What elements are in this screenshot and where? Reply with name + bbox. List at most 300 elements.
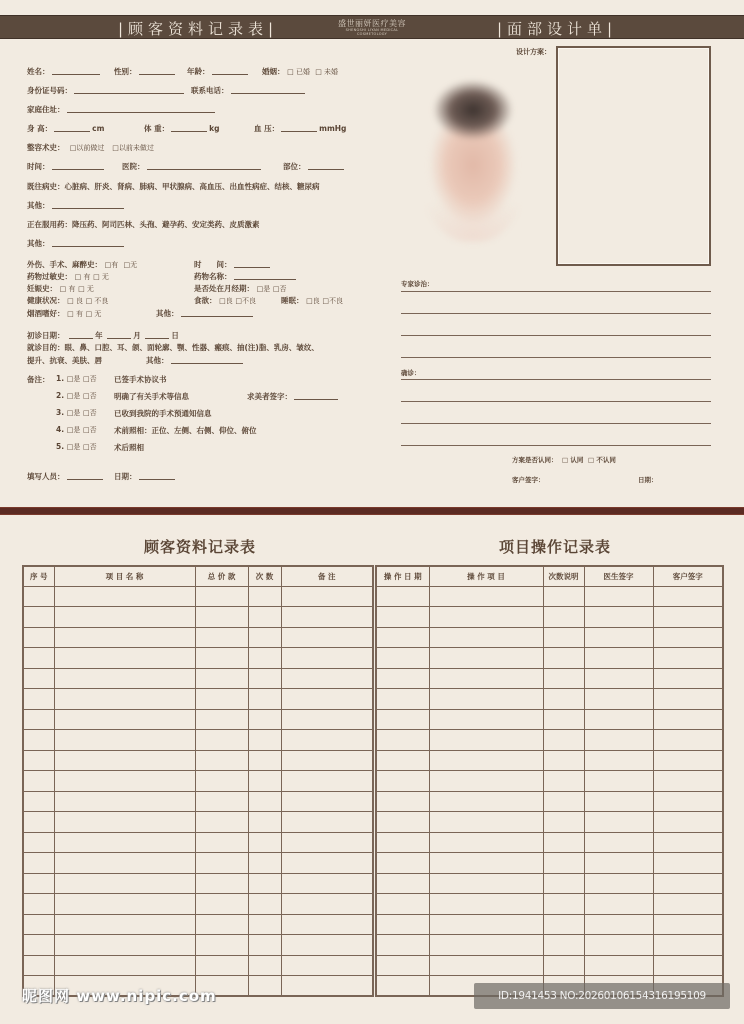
table-row	[23, 709, 373, 730]
table-cell[interactable]	[376, 771, 429, 792]
table-cell[interactable]	[281, 771, 373, 792]
table-cell[interactable]	[584, 627, 653, 648]
diagnosis-label: 确诊：	[401, 369, 421, 377]
table-cell[interactable]	[543, 914, 584, 935]
table-cell[interactable]	[23, 812, 54, 833]
table-cell[interactable]	[281, 689, 373, 710]
appetite-bad-checkbox[interactable]: □不良	[235, 297, 256, 305]
visit-purpose: 就诊目的：眼、鼻、口腔、耳、颌、面轮廓、颚、性器、瘢痕、抽(注)脂、乳房、皱纹、	[27, 343, 319, 352]
table-cell[interactable]	[429, 648, 543, 669]
expert-line-3[interactable]	[401, 335, 711, 336]
table-cell[interactable]	[248, 668, 281, 689]
table-cell[interactable]	[195, 853, 248, 874]
table-cell[interactable]	[429, 689, 543, 710]
table-cell[interactable]	[376, 648, 429, 669]
table-cell[interactable]	[653, 627, 723, 648]
table-cell[interactable]	[195, 914, 248, 935]
table-cell[interactable]	[584, 935, 653, 956]
table-cell[interactable]	[584, 832, 653, 853]
note-text-1: 已签手术协议书	[114, 375, 167, 384]
table-cell[interactable]	[281, 730, 373, 751]
note-no-checkbox[interactable]: □否	[82, 392, 97, 400]
table-cell[interactable]	[584, 812, 653, 833]
table-cell[interactable]	[376, 853, 429, 874]
marriage-field	[262, 66, 338, 77]
table-cell[interactable]	[23, 955, 54, 976]
note-number: 3.	[56, 408, 65, 417]
table-cell[interactable]	[54, 853, 195, 874]
expert-line-4[interactable]	[401, 357, 711, 358]
table-cell[interactable]	[54, 709, 195, 730]
gender-label: 性别：	[114, 67, 137, 76]
table-cell[interactable]	[54, 894, 195, 915]
table-cell[interactable]	[54, 812, 195, 833]
table-row	[376, 627, 723, 648]
table-cell[interactable]	[653, 935, 723, 956]
table-cell[interactable]	[429, 914, 543, 935]
height-unit: cm	[92, 124, 105, 133]
other-field-1[interactable]	[27, 200, 126, 211]
approval-field	[512, 455, 616, 464]
table-cell[interactable]	[376, 791, 429, 812]
table-cell[interactable]	[23, 668, 54, 689]
table-cell[interactable]	[429, 853, 543, 874]
table-cell[interactable]	[543, 586, 584, 607]
table-cell[interactable]	[281, 750, 373, 771]
signer-field[interactable]	[247, 391, 340, 402]
table-cell[interactable]	[376, 668, 429, 689]
site-field[interactable]	[283, 161, 346, 172]
table-cell[interactable]	[653, 607, 723, 628]
pregnancy-yes-checkbox[interactable]: □ 有	[59, 285, 76, 293]
table-cell[interactable]	[653, 586, 723, 607]
table-cell[interactable]	[584, 607, 653, 628]
table-cell[interactable]	[543, 607, 584, 628]
table-cell[interactable]	[248, 935, 281, 956]
table-cell[interactable]	[54, 873, 195, 894]
table-cell[interactable]	[376, 955, 429, 976]
table-cell[interactable]	[584, 648, 653, 669]
table-cell[interactable]	[653, 914, 723, 935]
table-cell[interactable]	[429, 730, 543, 751]
table-cell[interactable]	[281, 668, 373, 689]
smoke-no-checkbox[interactable]: □ 无	[85, 310, 102, 318]
table-cell[interactable]	[584, 668, 653, 689]
table-cell[interactable]	[376, 976, 429, 997]
note-no-checkbox[interactable]: □否	[82, 375, 97, 383]
table-cell[interactable]	[429, 586, 543, 607]
table-cell[interactable]	[429, 607, 543, 628]
table-cell[interactable]	[54, 791, 195, 812]
table-cell[interactable]	[543, 955, 584, 976]
table-cell[interactable]	[54, 668, 195, 689]
table-cell[interactable]	[281, 791, 373, 812]
table-cell[interactable]	[543, 935, 584, 956]
table-cell[interactable]	[248, 648, 281, 669]
table-cell[interactable]	[376, 832, 429, 853]
table-cell[interactable]	[195, 812, 248, 833]
diagnosis-line-1[interactable]	[401, 379, 711, 380]
table-cell[interactable]	[376, 873, 429, 894]
table-cell[interactable]	[653, 771, 723, 792]
table-cell[interactable]	[584, 730, 653, 751]
table-cell[interactable]	[584, 791, 653, 812]
menstrual-no-checkbox[interactable]: □否	[272, 285, 287, 293]
table-cell[interactable]	[281, 648, 373, 669]
note-yes-checkbox[interactable]: □是	[66, 426, 81, 434]
table-cell[interactable]	[248, 689, 281, 710]
table-row	[376, 873, 723, 894]
table-cell[interactable]	[653, 791, 723, 812]
table-cell[interactable]	[543, 873, 584, 894]
note-yes-checkbox[interactable]: □是	[66, 392, 81, 400]
table-row	[376, 668, 723, 689]
logo-text: 盛世丽妍医疗美容	[338, 19, 406, 28]
table-cell[interactable]	[23, 853, 54, 874]
table-cell[interactable]	[248, 976, 281, 997]
table-cell[interactable]	[54, 771, 195, 792]
table-cell[interactable]	[248, 894, 281, 915]
client-sign-label[interactable]: 客户签字：	[512, 476, 545, 484]
table-cell[interactable]	[281, 955, 373, 976]
col-header: 客户签字	[653, 566, 723, 586]
height-field[interactable]	[27, 123, 104, 134]
drug-name-field[interactable]	[194, 271, 298, 282]
first-visit-date[interactable]	[27, 330, 179, 341]
table-cell[interactable]	[429, 832, 543, 853]
health-label: 健康状况：	[27, 296, 65, 305]
table-cell[interactable]	[429, 791, 543, 812]
table-cell[interactable]	[429, 894, 543, 915]
col-header: 项 目 名 称	[54, 566, 195, 586]
table-cell[interactable]	[248, 709, 281, 730]
table-cell[interactable]	[23, 730, 54, 751]
not-done-before-checkbox[interactable]: □以前未做过	[112, 144, 154, 152]
table-cell[interactable]	[653, 689, 723, 710]
allergy-yes-checkbox[interactable]: □ 有	[74, 273, 91, 281]
table-cell[interactable]	[543, 730, 584, 751]
table-cell[interactable]	[543, 750, 584, 771]
table-cell[interactable]	[54, 586, 195, 607]
table-cell[interactable]	[376, 935, 429, 956]
menstrual-field	[194, 283, 287, 294]
table-cell[interactable]	[376, 689, 429, 710]
table-cell[interactable]	[543, 771, 584, 792]
table-cell[interactable]	[376, 894, 429, 915]
table-cell[interactable]	[195, 771, 248, 792]
note-no-checkbox[interactable]: □否	[82, 426, 97, 434]
table-cell[interactable]	[23, 873, 54, 894]
table-cell[interactable]	[23, 771, 54, 792]
col-header: 次 数	[248, 566, 281, 586]
table-cell[interactable]	[23, 586, 54, 607]
table-cell[interactable]	[195, 586, 248, 607]
table-cell[interactable]	[281, 586, 373, 607]
table-cell[interactable]	[584, 771, 653, 792]
table-row	[376, 914, 723, 935]
table-cell[interactable]	[23, 914, 54, 935]
address-field[interactable]	[27, 104, 217, 115]
brand-logo	[332, 20, 412, 36]
table-cell[interactable]	[248, 627, 281, 648]
table-cell[interactable]	[195, 935, 248, 956]
name-field[interactable]	[27, 66, 102, 77]
table-cell[interactable]	[195, 832, 248, 853]
table-cell[interactable]	[653, 709, 723, 730]
table-cell[interactable]	[23, 709, 54, 730]
table-cell[interactable]	[23, 750, 54, 771]
table-cell[interactable]	[376, 730, 429, 751]
table-cell[interactable]	[54, 832, 195, 853]
table-cell[interactable]	[281, 853, 373, 874]
table-cell[interactable]	[248, 586, 281, 607]
table-cell[interactable]	[248, 832, 281, 853]
table-cell[interactable]	[195, 894, 248, 915]
health-good-checkbox[interactable]: □ 良	[67, 297, 83, 305]
note-yes-checkbox[interactable]: □是	[66, 443, 81, 451]
table-cell[interactable]	[376, 914, 429, 935]
filler-field[interactable]	[27, 471, 105, 482]
table-cell[interactable]	[584, 955, 653, 976]
table-cell[interactable]	[23, 648, 54, 669]
table-cell[interactable]	[281, 873, 373, 894]
table-cell[interactable]	[248, 750, 281, 771]
table-cell[interactable]	[376, 607, 429, 628]
table-cell[interactable]	[653, 832, 723, 853]
time-field[interactable]	[27, 161, 106, 172]
hospital-field[interactable]	[122, 161, 263, 172]
table-cell[interactable]	[376, 627, 429, 648]
table-cell[interactable]	[195, 955, 248, 976]
table-cell[interactable]	[429, 709, 543, 730]
table-cell[interactable]	[195, 668, 248, 689]
fill-date-field[interactable]	[114, 471, 177, 482]
other-field-3[interactable]	[156, 308, 255, 319]
table-cell[interactable]	[248, 873, 281, 894]
table-cell[interactable]	[429, 668, 543, 689]
menstrual-yes-checkbox[interactable]: □是	[256, 285, 271, 293]
table-cell[interactable]	[543, 832, 584, 853]
table-cell[interactable]	[543, 648, 584, 669]
table-cell[interactable]	[281, 894, 373, 915]
table-cell[interactable]	[429, 627, 543, 648]
table-cell[interactable]	[584, 873, 653, 894]
table-cell[interactable]	[281, 935, 373, 956]
gender-field[interactable]	[114, 66, 177, 77]
table-cell[interactable]	[195, 607, 248, 628]
table-row	[376, 894, 723, 915]
table-cell[interactable]	[543, 791, 584, 812]
table-cell[interactable]	[653, 853, 723, 874]
section-divider	[0, 507, 744, 515]
diagnosis-line-4[interactable]	[401, 445, 711, 446]
table-cell[interactable]	[281, 627, 373, 648]
table-cell[interactable]	[429, 873, 543, 894]
note-text-3: 已收到我院的手术预通知信息	[114, 409, 212, 418]
note-item-2	[56, 391, 97, 401]
table-cell[interactable]	[23, 689, 54, 710]
table-cell[interactable]	[653, 730, 723, 751]
other-field-4[interactable]	[146, 355, 245, 366]
design-date-label[interactable]: 日期：	[638, 476, 658, 484]
bp-unit: mmHg	[319, 124, 347, 133]
expert-line-1[interactable]	[401, 291, 711, 292]
note-yes-checkbox[interactable]: □是	[66, 409, 81, 417]
table-row	[376, 648, 723, 669]
table-cell[interactable]	[54, 935, 195, 956]
col-header: 序 号	[23, 566, 54, 586]
table-cell[interactable]	[248, 914, 281, 935]
table-cell[interactable]	[429, 935, 543, 956]
table-cell[interactable]	[429, 750, 543, 771]
table-cell[interactable]	[543, 894, 584, 915]
table-cell[interactable]	[195, 689, 248, 710]
table-cell[interactable]	[195, 648, 248, 669]
table-cell[interactable]	[376, 709, 429, 730]
phone-field[interactable]	[191, 85, 307, 96]
table-cell[interactable]	[54, 730, 195, 751]
table-cell[interactable]	[54, 648, 195, 669]
table-cell[interactable]	[429, 955, 543, 976]
disapprove-checkbox[interactable]: □ 不认同	[587, 456, 616, 464]
table-cell[interactable]	[248, 607, 281, 628]
table-cell[interactable]	[23, 607, 54, 628]
table-cell[interactable]	[248, 955, 281, 976]
allergy-no-checkbox[interactable]: □ 无	[93, 273, 109, 281]
diagnosis-line-3[interactable]	[401, 423, 711, 424]
trauma-yes-checkbox[interactable]: □有	[104, 261, 119, 269]
table-cell[interactable]	[653, 812, 723, 833]
blood-pressure-field[interactable]	[254, 123, 346, 134]
table-cell[interactable]	[429, 812, 543, 833]
table-cell[interactable]	[281, 812, 373, 833]
expert-line-2[interactable]	[401, 313, 711, 314]
trauma-time-field[interactable]	[194, 259, 272, 270]
design-plan-box[interactable]	[556, 46, 711, 266]
table-cell[interactable]	[195, 627, 248, 648]
table-cell[interactable]	[376, 812, 429, 833]
table-cell[interactable]	[653, 750, 723, 771]
table-row	[23, 894, 373, 915]
table-cell[interactable]	[248, 771, 281, 792]
table-cell[interactable]	[281, 709, 373, 730]
table-cell[interactable]	[54, 914, 195, 935]
table-cell[interactable]	[248, 791, 281, 812]
allergy-history	[27, 271, 109, 282]
table-cell[interactable]	[584, 914, 653, 935]
trauma-no-checkbox[interactable]: □无	[123, 261, 138, 269]
table-cell[interactable]	[543, 689, 584, 710]
table-cell[interactable]	[54, 750, 195, 771]
table-cell[interactable]	[653, 668, 723, 689]
table-cell[interactable]	[248, 730, 281, 751]
table-cell[interactable]	[23, 935, 54, 956]
table-cell[interactable]	[281, 607, 373, 628]
table-cell[interactable]	[584, 586, 653, 607]
table-cell[interactable]	[195, 709, 248, 730]
age-field[interactable]	[187, 66, 250, 77]
note-no-checkbox[interactable]: □否	[82, 409, 97, 417]
table-cell[interactable]	[54, 689, 195, 710]
table-cell[interactable]	[23, 627, 54, 648]
married-checkbox[interactable]: □ 已婚	[287, 68, 310, 76]
hospital-label: 医院：	[122, 162, 145, 171]
table-cell[interactable]	[195, 750, 248, 771]
table-cell[interactable]	[543, 853, 584, 874]
sleep-bad-checkbox[interactable]: □不良	[322, 297, 343, 305]
weight-field[interactable]	[144, 123, 219, 134]
table-row	[23, 648, 373, 669]
table-cell[interactable]	[281, 914, 373, 935]
col-header: 医生签字	[584, 566, 653, 586]
table-cell[interactable]	[584, 689, 653, 710]
note-no-checkbox[interactable]: □否	[82, 443, 97, 451]
header-band	[0, 15, 744, 39]
table-cell[interactable]	[543, 668, 584, 689]
id-number-field[interactable]	[27, 85, 186, 96]
id-number-label: 身份证号码：	[27, 86, 72, 95]
table-cell[interactable]	[584, 750, 653, 771]
table-cell[interactable]	[195, 791, 248, 812]
table-cell[interactable]	[653, 955, 723, 976]
done-before-checkbox[interactable]: □以前做过	[69, 144, 105, 152]
table-cell[interactable]	[543, 709, 584, 730]
note-number: 1.	[56, 374, 65, 383]
table-cell[interactable]	[376, 586, 429, 607]
table-cell[interactable]	[376, 750, 429, 771]
table-cell[interactable]	[23, 832, 54, 853]
other-label: 其他：	[156, 309, 179, 318]
notes-label: 备注：	[27, 375, 50, 384]
table-cell[interactable]	[54, 627, 195, 648]
table-cell[interactable]	[23, 894, 54, 915]
table-cell[interactable]	[653, 873, 723, 894]
table-cell[interactable]	[248, 812, 281, 833]
pregnancy-no-checkbox[interactable]: □ 无	[78, 285, 94, 293]
table-cell[interactable]	[54, 955, 195, 976]
table-cell[interactable]	[584, 894, 653, 915]
health-bad-checkbox[interactable]: □ 不良	[85, 297, 109, 305]
table-cell[interactable]	[281, 832, 373, 853]
smoke-yes-checkbox[interactable]: □ 有	[67, 310, 83, 318]
table-cell[interactable]	[23, 791, 54, 812]
table-cell[interactable]	[429, 771, 543, 792]
table-cell[interactable]	[543, 812, 584, 833]
other-field-2[interactable]	[27, 238, 126, 249]
approve-checkbox[interactable]: □ 认同	[562, 456, 584, 464]
table-cell[interactable]	[281, 976, 373, 997]
table-cell[interactable]	[543, 627, 584, 648]
table-cell[interactable]	[584, 709, 653, 730]
appetite-good-checkbox[interactable]: □良	[219, 297, 233, 305]
diagnosis-line-2[interactable]	[401, 401, 711, 402]
table-cell[interactable]	[195, 730, 248, 751]
table-cell[interactable]	[584, 853, 653, 874]
table-cell[interactable]	[248, 853, 281, 874]
table-cell[interactable]	[653, 648, 723, 669]
unmarried-checkbox[interactable]: □ 未婚	[315, 68, 339, 76]
note-yes-checkbox[interactable]: □是	[66, 375, 81, 383]
appetite-field	[194, 295, 256, 306]
table-cell[interactable]	[195, 873, 248, 894]
day-label: 日	[171, 331, 179, 340]
col-header: 操 作 日 期	[376, 566, 429, 586]
table-cell[interactable]	[653, 894, 723, 915]
table-cell[interactable]	[54, 607, 195, 628]
sleep-good-checkbox[interactable]: □良	[306, 297, 320, 305]
table-row	[23, 668, 373, 689]
address-label: 家庭住址：	[27, 105, 65, 114]
